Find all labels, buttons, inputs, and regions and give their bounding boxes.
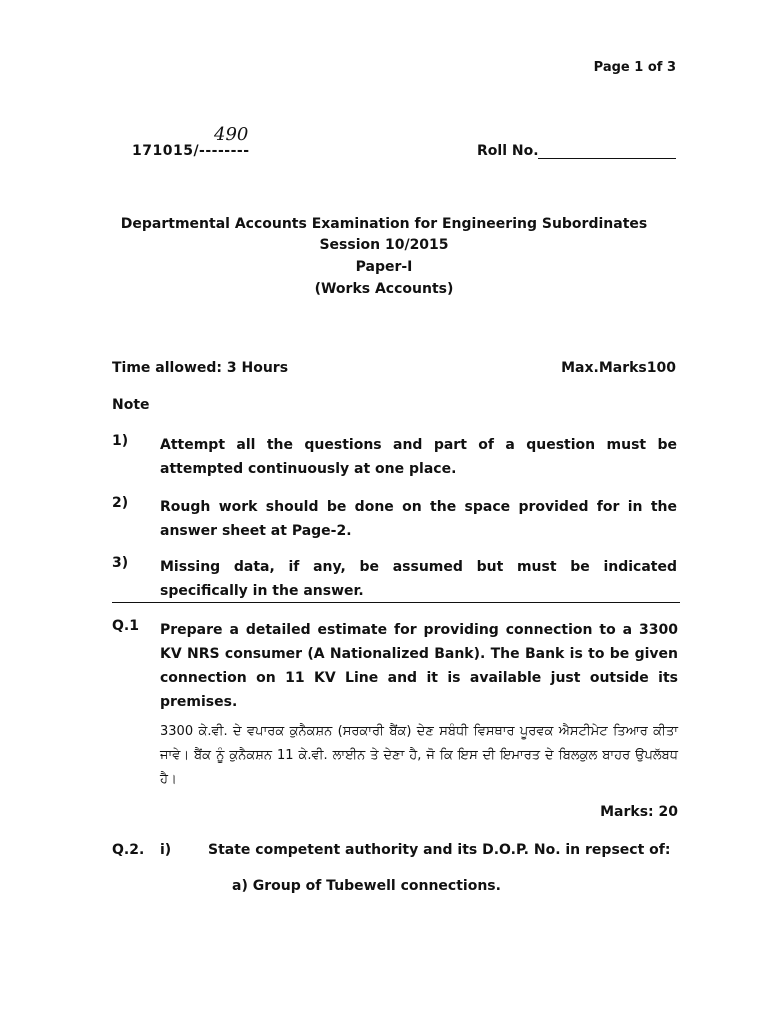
exam-title: Departmental Accounts Examination for Engineering Subordinates bbox=[120, 216, 648, 232]
session-label: Session 10/2015 bbox=[319, 237, 449, 253]
question-number: Q.1 bbox=[112, 618, 139, 634]
note-heading: Note bbox=[112, 397, 150, 413]
note-text: Attempt all the questions and part of a question must be attempted continuously at one place. bbox=[160, 437, 677, 477]
note-number: 2) bbox=[112, 495, 129, 511]
roll-number-label: Roll No. bbox=[477, 143, 539, 159]
sub-question-item: a) Group of Tubewell connections. bbox=[232, 878, 501, 894]
sub-question-number: i) bbox=[160, 842, 172, 858]
section-divider bbox=[112, 602, 680, 603]
handwritten-number: 490 bbox=[214, 124, 249, 145]
question-text-punjabi: 3300 ਕੇ.ਵੀ. ਦੇ ਵਪਾਰਕ ਕੁਨੈਕਸ਼ਨ (ਸਰਕਾਰੀ ਬੈਂਕ) ਦੇਣ ਸਬੰਧੀ ਵਿਸਥਾਰ ਪੂਰਵਕ ਐਸਟੀਮੇਟ ਤਿਆਰ ਕੀਤਾ ਜਾਵੇ। ਬੈਂਕ ਨੂੰ ਕੁਨੈਕਸ਼ਨ 11 ਕੇ.ਵੀ. ਲਾਈਨ ਤੇ ਦੇਣਾ ਹੈ, ਜੋ ਕਿ ਇਸ ਦੀ ਇਮਾਰਤ ਦੇ ਬਿਲਕੁਲ ਬਾਹਰ ਉਪਲੱਬਧ ਹੈ। bbox=[160, 724, 678, 787]
paper-subject: (Works Accounts) bbox=[314, 281, 454, 297]
max-marks: Max.Marks100 bbox=[561, 360, 676, 376]
question-marks: Marks: 20 bbox=[600, 804, 678, 820]
paper-code: 171015/-------- bbox=[132, 143, 250, 159]
note-text: Missing data, if any, be assumed but must be indicated specifically in the answer. bbox=[160, 559, 677, 599]
question-text: Prepare a detailed estimate for providing connection to a 3300 KV NRS consumer (A Nationalized Bank). The Bank is to be given connection on 11 KV Line and it is available just outside its premises. bbox=[160, 622, 678, 710]
paper-label: Paper-I bbox=[355, 259, 413, 275]
note-text: Rough work should be done on the space provided for in the answer sheet at Page-2. bbox=[160, 499, 677, 539]
question-text: State competent authority and its D.O.P. No. in repsect of: bbox=[208, 842, 671, 858]
roll-number-blank bbox=[538, 158, 676, 159]
note-number: 1) bbox=[112, 433, 129, 449]
question-number: Q.2. bbox=[112, 842, 145, 858]
page-number: Page 1 of 3 bbox=[593, 60, 676, 75]
note-number: 3) bbox=[112, 555, 129, 571]
time-allowed: Time allowed: 3 Hours bbox=[112, 360, 289, 376]
